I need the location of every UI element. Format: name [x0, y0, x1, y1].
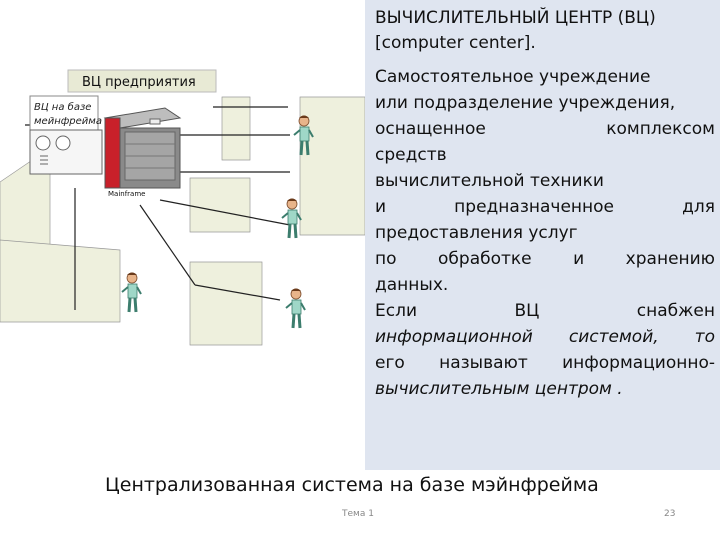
definition-title: [375, 6, 715, 56]
definition-line: вычислительным центром .: [375, 379, 623, 399]
room-right-top: [300, 97, 365, 235]
definition-line: предоставления услуг: [375, 223, 578, 243]
diagram-caption: Централизованная система на базе мэйнфрейма: [105, 474, 599, 496]
definition-line: и предназначенное для: [375, 197, 715, 217]
definition-line: информационной системой, то: [375, 327, 715, 347]
room-bottom-right: [190, 262, 262, 345]
definition-line: оснащенное комплексом: [375, 119, 715, 139]
enterprise-label: ВЦ предприятия: [82, 75, 196, 90]
room-bottom-left: [0, 240, 120, 322]
definition-title-line2: [computer center].: [375, 33, 536, 53]
definition-body: [375, 64, 715, 402]
link-line: [140, 205, 195, 285]
definition-line: данных.: [375, 275, 449, 295]
mainframe-diagram: [0, 0, 365, 470]
mainframe-server-icon: [105, 108, 180, 188]
definition-panel: [365, 0, 720, 470]
mainframe-center-label-line1: ВЦ на базе: [34, 102, 92, 113]
room-mid: [190, 178, 250, 232]
definition-line: Если ВЦ снабжен: [375, 301, 715, 321]
definition-line: средств: [375, 145, 447, 165]
server-label: Mainframe: [108, 190, 146, 198]
page-number: 23: [664, 509, 676, 519]
user-icon: [282, 199, 301, 239]
definition-title-line1: ВЫЧИСЛИТЕЛЬНЫЙ ЦЕНТР (ВЦ): [375, 8, 656, 28]
user-icon: [122, 273, 141, 313]
console-unit: [30, 130, 102, 174]
definition-line: Самостоятельное учреждение: [375, 67, 651, 87]
definition-line: по обработке и хранению: [375, 249, 715, 269]
definition-line: вычислительной техники: [375, 171, 604, 191]
user-icon: [286, 289, 305, 329]
mainframe-center-label-line2: мейнфрейма: [34, 116, 102, 127]
footer-topic: Тема 1: [342, 509, 374, 519]
definition-line: или подразделение учреждения,: [375, 93, 676, 113]
definition-line: его называют информационно-: [375, 353, 715, 373]
